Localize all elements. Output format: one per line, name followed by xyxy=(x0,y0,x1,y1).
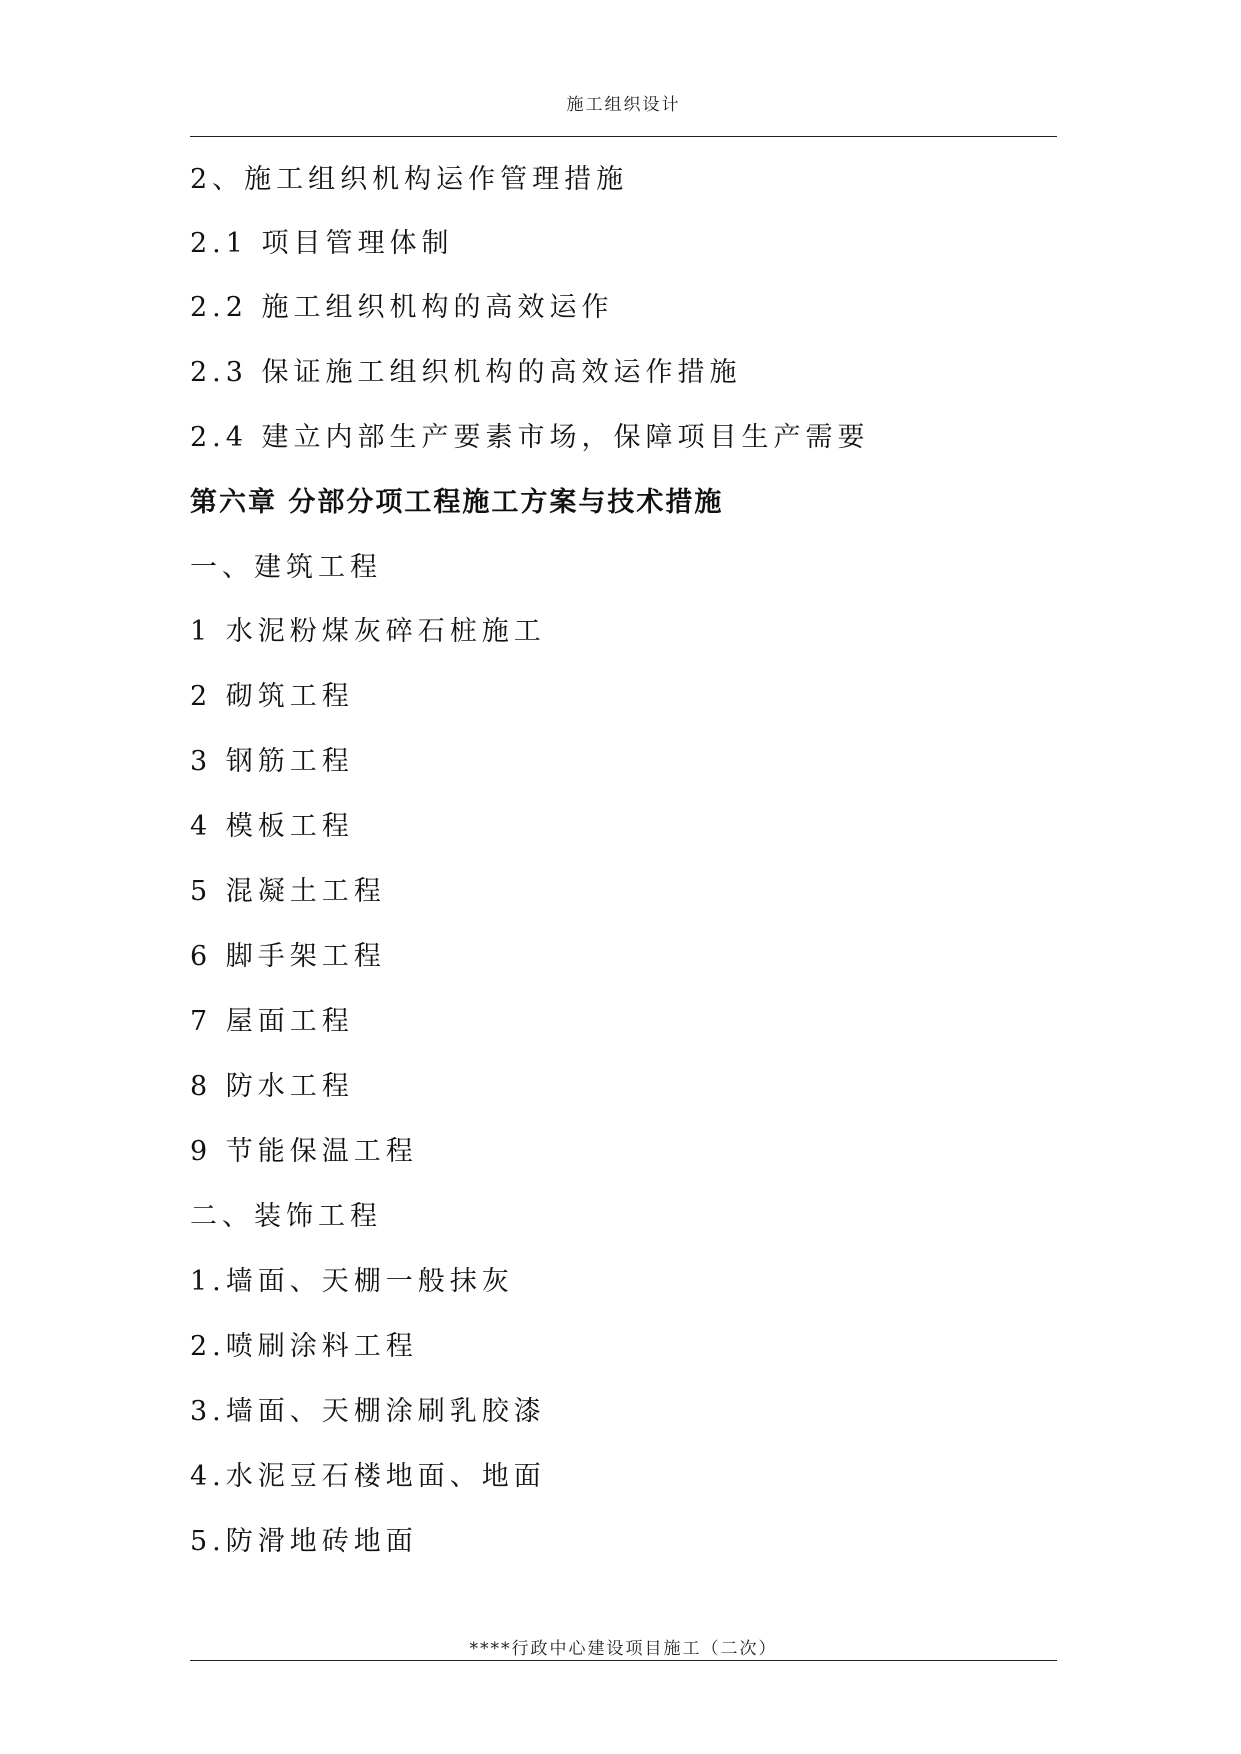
page-footer-text: ****行政中心建设项目施工（二次） xyxy=(469,1639,778,1659)
toc-item: 4.水泥豆石楼地面、地面 xyxy=(190,1461,546,1492)
toc-item: 8 防水工程 xyxy=(190,1071,354,1102)
toc-item: 2 砌筑工程 xyxy=(190,681,354,712)
toc-item: 3 钢筋工程 xyxy=(190,746,354,777)
footer-divider xyxy=(190,1660,1057,1661)
toc-item: 4 模板工程 xyxy=(190,811,354,842)
toc-item: 2.1 项目管理体制 xyxy=(190,228,454,259)
toc-item: 2.2 施工组织机构的高效运作 xyxy=(190,292,614,323)
toc-item: 2.喷刷涂料工程 xyxy=(190,1331,418,1362)
toc-item: 2.4 建立内部生产要素市场，保障项目生产需要 xyxy=(190,422,870,453)
toc-item: 2、施工组织机构运作管理措施 xyxy=(190,164,629,195)
toc-item: 2.3 保证施工组织机构的高效运作措施 xyxy=(190,357,742,388)
toc-item: 一、建筑工程 xyxy=(190,552,382,583)
toc-item: 二、装饰工程 xyxy=(190,1201,382,1232)
toc-item: 9 节能保温工程 xyxy=(190,1136,418,1167)
toc-item: 1.墙面、天棚一般抹灰 xyxy=(190,1266,514,1297)
chapter-heading: 第六章 分部分项工程施工方案与技术措施 xyxy=(190,487,724,518)
toc-item: 6 脚手架工程 xyxy=(190,941,386,972)
toc-item: 5.防滑地砖地面 xyxy=(190,1526,418,1557)
header-divider xyxy=(190,136,1057,137)
page-header-title: 施工组织设计 xyxy=(566,95,681,115)
toc-item: 7 屋面工程 xyxy=(190,1006,354,1037)
toc-item: 1 水泥粉煤灰碎石桩施工 xyxy=(190,616,546,647)
toc-item: 5 混凝土工程 xyxy=(190,876,386,907)
toc-item: 3.墙面、天棚涂刷乳胶漆 xyxy=(190,1396,546,1427)
